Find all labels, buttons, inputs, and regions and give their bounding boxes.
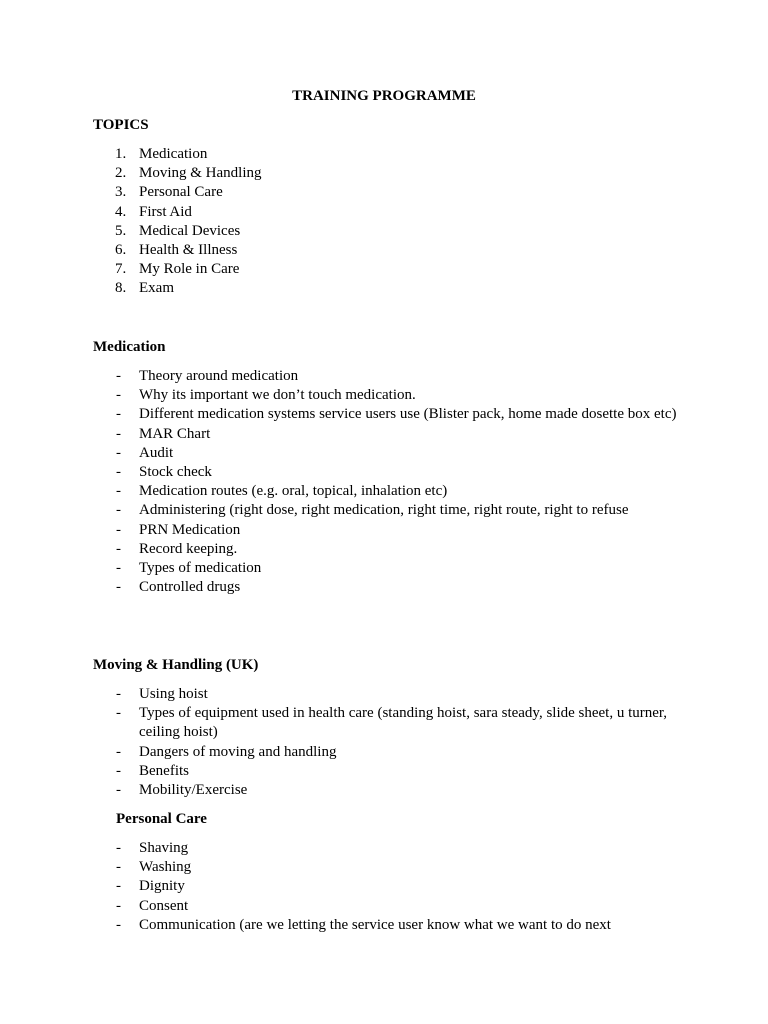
topics-list-item bbox=[0, 203, 768, 222]
moving-handling-list-item bbox=[0, 762, 768, 781]
dash-bullet: - bbox=[116, 560, 121, 577]
dash-bullet: - bbox=[116, 444, 121, 461]
moving-handling-list-item bbox=[0, 685, 768, 704]
dash-bullet: - bbox=[116, 406, 121, 423]
list-item-text: Consent bbox=[139, 897, 189, 914]
list-item-text: Medical Devices bbox=[139, 222, 241, 239]
moving-handling-list-item bbox=[0, 704, 768, 742]
dash-bullet: - bbox=[116, 916, 121, 933]
medication-list-item bbox=[0, 578, 768, 597]
moving-handling-list bbox=[0, 685, 768, 800]
list-item-text: Medication routes (e.g. oral, topical, inhalation etc) bbox=[139, 483, 448, 500]
moving-handling-list-item bbox=[0, 781, 768, 800]
list-item-text: Record keeping. bbox=[139, 540, 238, 557]
topics-list-item bbox=[0, 183, 768, 202]
list-item-text: Moving & Handling bbox=[139, 165, 262, 182]
dash-bullet: - bbox=[116, 743, 121, 760]
dash-bullet: - bbox=[116, 897, 121, 914]
personal-care-list bbox=[0, 839, 768, 935]
list-item-text: Personal Care bbox=[139, 184, 223, 201]
medication-list-item bbox=[0, 482, 768, 501]
list-item-text: Types of medication bbox=[139, 560, 262, 577]
topics-heading: TOPICS bbox=[93, 117, 149, 133]
list-number: 7. bbox=[115, 261, 127, 278]
personal-care-list-item bbox=[0, 839, 768, 858]
personal-care-list-item bbox=[0, 897, 768, 916]
list-number: 3. bbox=[115, 184, 127, 201]
list-item-text: Washing bbox=[139, 859, 192, 876]
topics-list-item bbox=[0, 145, 768, 164]
list-item-text: Stock check bbox=[139, 464, 212, 481]
list-item-text: Shaving bbox=[139, 840, 189, 856]
list-item-text: Health & Illness bbox=[139, 242, 238, 259]
personal-care-list-item bbox=[0, 916, 768, 935]
list-item-text: First Aid bbox=[139, 203, 192, 220]
list-number: 8. bbox=[115, 280, 127, 297]
dash-bullet: - bbox=[116, 840, 121, 856]
list-item-text: Dignity bbox=[139, 878, 185, 895]
topics-list-item bbox=[0, 279, 768, 298]
list-item-text: Theory around medication bbox=[139, 368, 299, 384]
dash-bullet: - bbox=[116, 540, 121, 557]
list-item-text: PRN Medication bbox=[139, 521, 241, 538]
dash-bullet: - bbox=[116, 782, 121, 799]
medication-heading: Medication bbox=[93, 339, 166, 355]
dash-bullet: - bbox=[116, 521, 121, 538]
dash-bullet: - bbox=[116, 705, 121, 722]
personal-care-heading: Personal Care bbox=[116, 811, 207, 827]
list-number: 4. bbox=[115, 203, 127, 220]
moving-handling-list-item bbox=[0, 743, 768, 762]
list-item-text: Audit bbox=[139, 444, 174, 461]
topics-list bbox=[0, 145, 768, 299]
dash-bullet: - bbox=[116, 387, 121, 404]
document-title: TRAINING PROGRAMME bbox=[292, 88, 476, 104]
list-item-text: Medication bbox=[139, 146, 208, 162]
moving-handling-heading: Moving & Handling (UK) bbox=[93, 657, 259, 673]
topics-list-item bbox=[0, 164, 768, 183]
medication-list-item bbox=[0, 425, 768, 444]
dash-bullet: - bbox=[116, 368, 121, 384]
dash-bullet: - bbox=[116, 425, 121, 442]
list-item-text: MAR Chart bbox=[139, 425, 211, 442]
medication-list bbox=[0, 367, 768, 597]
medication-list-item bbox=[0, 521, 768, 540]
dash-bullet: - bbox=[116, 859, 121, 876]
list-item-text: Types of equipment used in health care (standing hoist, sara steady, slide sheet, u turner, ceiling hoist) bbox=[139, 705, 668, 741]
list-number: 1. bbox=[115, 146, 127, 162]
medication-list-item bbox=[0, 405, 768, 424]
dash-bullet: - bbox=[116, 502, 121, 519]
list-item-text: Administering (right dose, right medication, right time, right route, right to refuse bbox=[139, 502, 629, 519]
medication-list-item bbox=[0, 444, 768, 463]
topics-list-item bbox=[0, 260, 768, 279]
medication-list-item bbox=[0, 501, 768, 520]
list-item-text: Different medication systems service users use (Blister pack, home made dosette box etc) bbox=[139, 406, 677, 423]
dash-bullet: - bbox=[116, 464, 121, 481]
list-number: 5. bbox=[115, 222, 127, 239]
list-item-text: My Role in Care bbox=[139, 261, 240, 278]
medication-list-item bbox=[0, 386, 768, 405]
medication-list-item bbox=[0, 540, 768, 559]
list-item-text: Why its important we don’t touch medication. bbox=[139, 387, 416, 404]
list-item-text: Controlled drugs bbox=[139, 579, 241, 596]
dash-bullet: - bbox=[116, 878, 121, 895]
list-item-text: Dangers of moving and handling bbox=[139, 743, 337, 760]
dash-bullet: - bbox=[116, 762, 121, 779]
personal-care-list-item bbox=[0, 858, 768, 877]
dash-bullet: - bbox=[116, 579, 121, 596]
medication-list-item bbox=[0, 463, 768, 482]
list-item-text: Benefits bbox=[139, 762, 189, 779]
list-item-text: Using hoist bbox=[139, 686, 208, 702]
medication-list-item bbox=[0, 559, 768, 578]
list-number: 2. bbox=[115, 165, 127, 182]
dash-bullet: - bbox=[116, 483, 121, 500]
dash-bullet: - bbox=[116, 686, 121, 702]
personal-care-list-item bbox=[0, 877, 768, 896]
medication-list-item bbox=[0, 367, 768, 386]
list-item-text: Communication (are we letting the service user know what we want to do next bbox=[139, 916, 611, 933]
topics-list-item bbox=[0, 241, 768, 260]
list-item-text: Mobility/Exercise bbox=[139, 782, 248, 799]
list-number: 6. bbox=[115, 242, 127, 259]
topics-list-item bbox=[0, 222, 768, 241]
list-item-text: Exam bbox=[139, 280, 174, 297]
